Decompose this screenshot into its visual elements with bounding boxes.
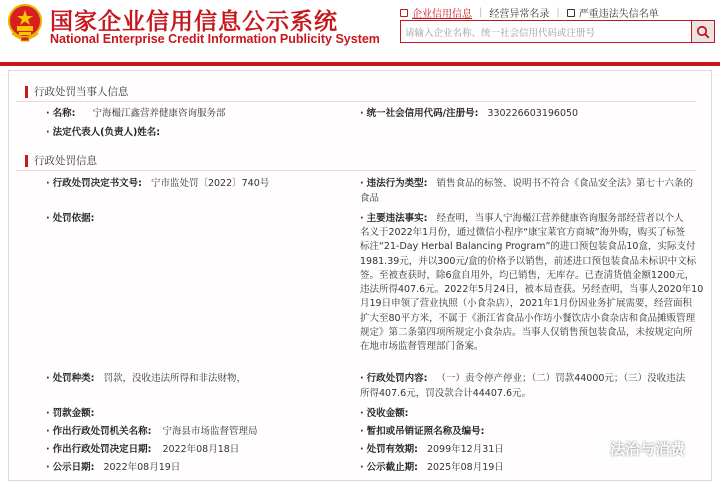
main-facts-field: · 主要违法事实: 经查明，当事人宁海樶江营养健康咨询服务部经营者以个人 bbox=[360, 213, 684, 224]
nav-enterprise-credit-label: 企业信用信息 bbox=[412, 9, 472, 20]
main-facts-line: 名义于2022年1月份，通过微信小程序“康宝莱官方商城”海外购，购买了标签 bbox=[360, 227, 686, 238]
violation-type-value: 销售食品的标签、说明书不符合《食品安全法》第七十六条的 bbox=[436, 178, 693, 189]
section-marker bbox=[25, 155, 28, 167]
nav-illegal-list[interactable] bbox=[567, 5, 659, 20]
publish-date-label: 公示日期: bbox=[52, 462, 95, 473]
party-section-title-text: 行政处罚当事人信息 bbox=[34, 86, 129, 98]
national-emblem-icon bbox=[6, 3, 44, 43]
credit-code-field: · 统一社会信用代码/注册号: 330226603196050 bbox=[360, 108, 579, 119]
main-facts-line: 签。至被查获时，除6盒自用外，均已销售，无库存。已查清货值金额1200元， bbox=[360, 269, 695, 281]
fine-amount-field: · 罚款金额: bbox=[46, 408, 95, 419]
search-box bbox=[400, 20, 715, 43]
main-facts-text bbox=[360, 226, 705, 355]
nav-enterprise-credit[interactable] bbox=[400, 5, 472, 20]
site-header bbox=[0, 0, 720, 62]
watermark-text: 法治与消费 bbox=[610, 440, 686, 458]
main-facts-line: 标注“21-Day Herbal Balancing Program”的进口预包装食品10盒，实际支付 bbox=[360, 241, 696, 253]
penalty-section-title-text: 行政处罚信息 bbox=[34, 155, 97, 167]
confiscation-label: 没收金额: bbox=[366, 408, 409, 419]
main-facts-line: 月19日申领了营业执照（小食杂店），2021年1月份因业务扩展需要，经营面积 bbox=[360, 298, 693, 310]
decision-date-label: 作出行政处罚决定日期: bbox=[52, 444, 152, 455]
legal-rep-field: · 法定代表人(负责人)姓名: bbox=[46, 127, 161, 138]
list-icon bbox=[567, 9, 575, 17]
confiscation-field: · 没收金额: bbox=[360, 408, 409, 419]
party-section-title bbox=[25, 84, 129, 99]
penalty-content-value-2: 所得407.6元，罚没款合计44407.6元。 bbox=[360, 388, 531, 399]
account-watermark bbox=[585, 438, 685, 459]
site-title-en: National Enterprise Credit Information Publicity System bbox=[50, 32, 380, 46]
authority-label: 作出行政处罚机关名称: bbox=[52, 426, 152, 437]
penalty-content-field: · 行政处罚内容: （一）责令停产停业；（二）罚款44000元；（三）没收违法 bbox=[360, 373, 686, 384]
nav-separator: | bbox=[556, 7, 560, 18]
wechat-icon bbox=[585, 440, 605, 458]
main-facts-line: 规定》第二条第四项所规定小食杂店。当事人仅销售预包装食品，未按规定向所 bbox=[360, 327, 693, 339]
decision-no-value: 宁市监处罚〔2022〕740号 bbox=[150, 178, 270, 189]
penalty-type-label: 处罚种类: bbox=[52, 373, 95, 384]
site-title-cn: 国家企业信用信息公示系统 bbox=[50, 9, 338, 35]
nav-abnormal-list-label: 经营异常名录 bbox=[489, 9, 550, 20]
penalty-content-label: 行政处罚内容: bbox=[366, 373, 428, 384]
decision-date-value: 2022年08月18日 bbox=[162, 444, 240, 455]
header-divider bbox=[0, 62, 720, 66]
search-button[interactable] bbox=[691, 20, 715, 43]
valid-period-field: · 处罚有效期: 2099年12月31日 bbox=[360, 444, 504, 455]
decision-no-label: 行政处罚决定书文号: bbox=[52, 178, 142, 189]
penalty-basis-field: · 处罚依据: bbox=[46, 213, 95, 224]
home-icon bbox=[400, 9, 408, 17]
publish-end-label: 公示截止期: bbox=[366, 462, 418, 473]
main-facts-line: 违法所得407.6元。2022年5月24日，被本局查获。另经查明，当事人2020年10 bbox=[360, 284, 704, 296]
authority-field: · 作出行政处罚机关名称: 宁海县市场监督管理局 bbox=[46, 426, 258, 437]
main-facts-line: 在地市场监督管理部门备案。 bbox=[360, 341, 484, 353]
authority-value: 宁海县市场监督管理局 bbox=[162, 426, 258, 437]
section-divider bbox=[16, 170, 696, 171]
penalty-content-value: （一）责令停产停业；（二）罚款44000元；（三）没收违法 bbox=[436, 373, 686, 384]
credit-code-value: 330226603196050 bbox=[487, 108, 579, 119]
nav-abnormal-list[interactable] bbox=[489, 5, 549, 20]
valid-period-value: 2099年12月31日 bbox=[426, 444, 504, 455]
main-facts-line: 1981.39元，并以300元/盒的价格予以销售，前述进口预包装食品未标识中文标 bbox=[360, 255, 697, 267]
penalty-type-field: · 处罚种类: 罚款，没收违法所得和非法财物， bbox=[46, 373, 246, 384]
party-name-value: 宁海樶江鑫营养健康咨询服务部 bbox=[92, 108, 226, 119]
violation-type-label: 违法行为类型: bbox=[366, 178, 428, 189]
party-name-label: 名称: bbox=[52, 108, 76, 119]
decision-no-field: · 行政处罚决定书文号: 宁市监处罚〔2022〕740号 bbox=[46, 178, 270, 189]
legal-rep-label: 法定代表人(负责人)姓名: bbox=[52, 127, 161, 138]
search-icon bbox=[696, 25, 710, 39]
nav-illegal-list-label: 严重违法失信名单 bbox=[578, 9, 659, 20]
top-nav bbox=[400, 5, 659, 20]
nav-separator: | bbox=[479, 7, 483, 18]
publish-date-value: 2022年08月19日 bbox=[103, 462, 181, 473]
main-facts-label: 主要违法事实: bbox=[366, 213, 428, 224]
main-facts-line-0: 经查明，当事人宁海樶江营养健康咨询服务部经营者以个人 bbox=[436, 213, 684, 224]
search-input[interactable] bbox=[401, 23, 686, 44]
fine-amount-label: 罚款金额: bbox=[52, 408, 95, 419]
penalty-type-value: 罚款，没收违法所得和非法财物， bbox=[103, 373, 246, 384]
violation-type-value-2: 食品 bbox=[360, 193, 380, 204]
license-label: 暂扣或吊销证照名称及编号: bbox=[366, 426, 485, 437]
license-field: · 暂扣或吊销证照名称及编号: bbox=[360, 426, 485, 437]
section-marker bbox=[25, 86, 28, 98]
main-facts-line: 扩大至80平方米，不属于《浙江省食品小作坊小餐饮店小食杂店和食品摊贩管理 bbox=[360, 312, 696, 324]
violation-type-field: · 违法行为类型: 销售食品的标签、说明书不符合《食品安全法》第七十六条的 bbox=[360, 178, 693, 189]
decision-date-field: · 作出行政处罚决定日期: 2022年08月18日 bbox=[46, 444, 240, 455]
penalty-section-title bbox=[25, 153, 97, 168]
section-divider bbox=[16, 101, 696, 102]
publish-date-field: · 公示日期: 2022年08月19日 bbox=[46, 462, 181, 473]
credit-code-label: 统一社会信用代码/注册号: bbox=[366, 108, 479, 119]
publish-end-value: 2025年08月19日 bbox=[426, 462, 504, 473]
valid-period-label: 处罚有效期: bbox=[366, 444, 418, 455]
publish-end-field: · 公示截止期: 2025年08月19日 bbox=[360, 462, 504, 473]
penalty-basis-label: 处罚依据: bbox=[52, 213, 95, 224]
party-name-field: · 名称: 宁海樶江鑫营养健康咨询服务部 bbox=[46, 108, 226, 119]
